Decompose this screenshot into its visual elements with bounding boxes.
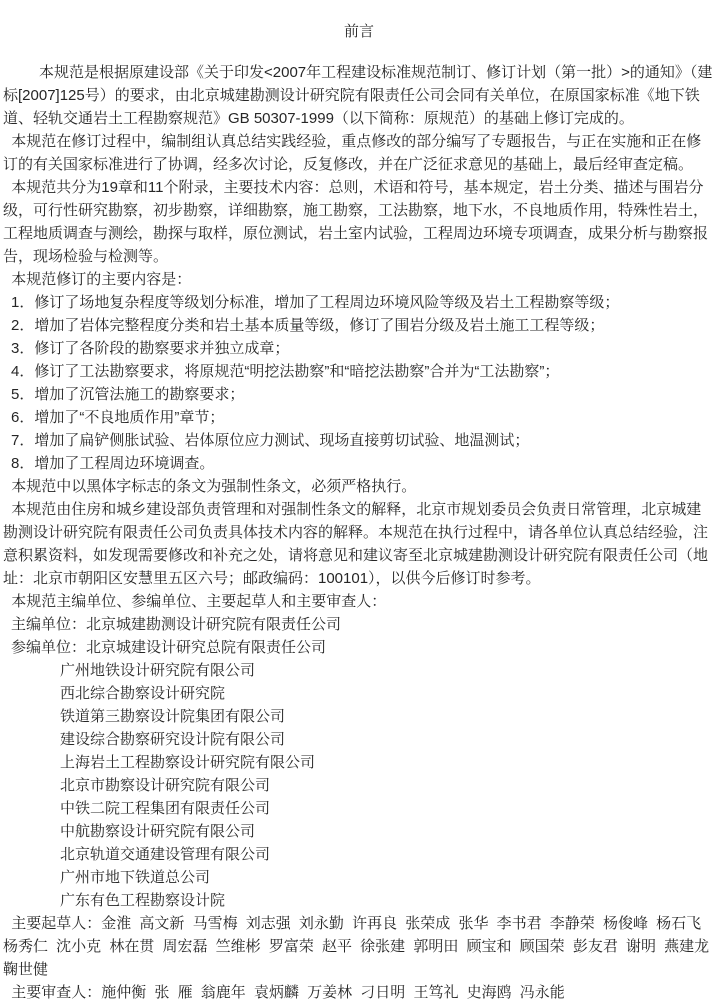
paragraph-mandatory: 本规范中以黑体字标志的条文为强制性条文，必须严格执行。 <box>11 478 417 495</box>
participating-unit-name: 铁道第三勘察设计院集团有限公司 <box>60 708 286 725</box>
participating-units-list <box>3 659 715 912</box>
drafters-label: 主要起草人： <box>11 915 102 932</box>
participating-unit-name: 建设综合勘察研究设计院有限公司 <box>60 731 286 748</box>
chief-editing-unit-name: 北京城建勘测设计研究院有限责任公司 <box>86 616 342 633</box>
participating-unit-name: 中铁二院工程集团有限责任公司 <box>60 800 271 817</box>
participating-unit-name: 北京城建设计研究总院有限责任公司 <box>86 639 327 656</box>
revisions-intro: 本规范修订的主要内容是： <box>11 271 192 288</box>
participating-unit-name: 广州市地下铁道总公司 <box>60 869 211 886</box>
participating-unit-name: 北京市勘察设计研究院有限公司 <box>60 777 271 794</box>
participating-unit-name: 广东有色工程勘察设计院 <box>60 892 226 909</box>
revision-item: 8．增加了工程周边环境调查。 <box>11 455 215 472</box>
participating-unit-name: 西北综合勘察设计研究院 <box>60 685 226 702</box>
participating-unit-name: 上海岩土工程勘察设计研究院有限公司 <box>60 754 316 771</box>
participating-units-line <box>3 636 715 659</box>
paragraph-contents: 本规范共分为19章和11个附录，主要技术内容：总则，术语和符号，基本规定，岩土分类、描述与围岩分级，可行性研究勘察，初步勘察，详细勘察，施工勘察，工法勘察，地下水，不良地质作用，特殊性岩土，工程地质调查与测绘，勘探与取样，原位测试，岩土室内试验，工程周边环境专项调查，成果分析与勘察报告，现场检验与检测等。 <box>3 179 709 265</box>
revision-item: 3．修订了各阶段的勘察要求并独立成章； <box>11 340 290 357</box>
page-title: 前言 <box>343 23 374 40</box>
revision-item: 7．增加了扁铲侧胀试验、岩体原位应力测试、现场直接剪切试验、地温测试； <box>11 432 530 449</box>
reviewers-line <box>3 981 715 1004</box>
paragraph-basis: 本规范是根据原建设部《关于印发<2007年工程建设标准规范制订、修订计划（第一批）>的通知》（建标[2007]125号）的要求，由北京城建勘测设计研究院有限责任公司会同有关单位，在原国家标准《地下铁道、轻轨交通岩土工程勘察规范》GB 50307-1999（以下简称：原规范）的基础上修订完成的。 <box>3 64 713 127</box>
reviewers-label: 主要审查人： <box>11 984 102 1001</box>
participating-unit-name: 中航勘察设计研究院有限公司 <box>60 823 256 840</box>
credits-intro: 本规范主编单位、参编单位、主要起草人和主要审查人： <box>11 593 387 610</box>
reviewers-names: 施仲衡 张 雁 翁鹿年 袁炳麟 万姜林 刁日明 王笃礼 史海鸥 冯永能 <box>101 984 565 1001</box>
drafters-line <box>3 912 715 981</box>
paragraph-process: 本规范在修订过程中，编制组认真总结实践经验，重点修改的部分编写了专题报告，与正在实施和正在修订的有关国家标准进行了协调，经多次讨论，反复修改，并在广泛征求意见的基础上，最后经审查定稿。 <box>3 133 702 173</box>
chief-editing-unit-line <box>3 613 715 636</box>
drafters-names: 金淮 高文新 马雪梅 刘志强 刘永勤 许再良 张荣成 张华 李书君 李静荣 杨俊峰 杨石飞 杨秀仁 沈小克 林在贯 周宏磊 竺维彬 罗富荣 赵平 徐张建 郭明田 顾宝和 顾国荣 彭友君 谢明 燕建龙 鞠世健 <box>3 915 710 978</box>
revision-item: 5．增加了沉管法施工的勘察要求； <box>11 386 245 403</box>
revision-item: 4．修订了工法勘察要求，将原规范“明挖法勘察”和“暗挖法勘察”合并为“工法勘察”； <box>11 363 560 380</box>
participating-unit-name: 广州地铁设计研究院有限公司 <box>60 662 256 679</box>
paragraph-management: 本规范由住房和城乡建设部负责管理和对强制性条文的解释，北京市规划委员会负责日常管理，北京城建勘测设计研究院有限责任公司负责具体技术内容的解释。本规范在执行过程中，请各单位认真总结经验，注意积累资料，如发现需要修改和补充之处，请将意见和建议寄至北京城建勘测设计研究院有限责任公司（地址：北京市朝阳区安慧里五区六号；邮政编码：100101），以供今后修订时参考。 <box>3 501 709 587</box>
chief-editing-unit-label: 主编单位： <box>11 616 87 633</box>
participating-unit-name: 北京轨道交通建设管理有限公司 <box>60 846 271 863</box>
participating-units-label: 参编单位： <box>11 639 87 656</box>
revisions-list <box>3 291 715 475</box>
revision-item: 2．增加了岩体完整程度分类和岩土基本质量等级，修订了围岩分级及岩土施工工程等级； <box>11 317 605 334</box>
revision-item: 6．增加了“不良地质作用”章节； <box>11 409 225 426</box>
revision-item: 1．修订了场地复杂程度等级划分标准，增加了工程周边环境风险等级及岩土工程勘察等级； <box>11 294 620 311</box>
